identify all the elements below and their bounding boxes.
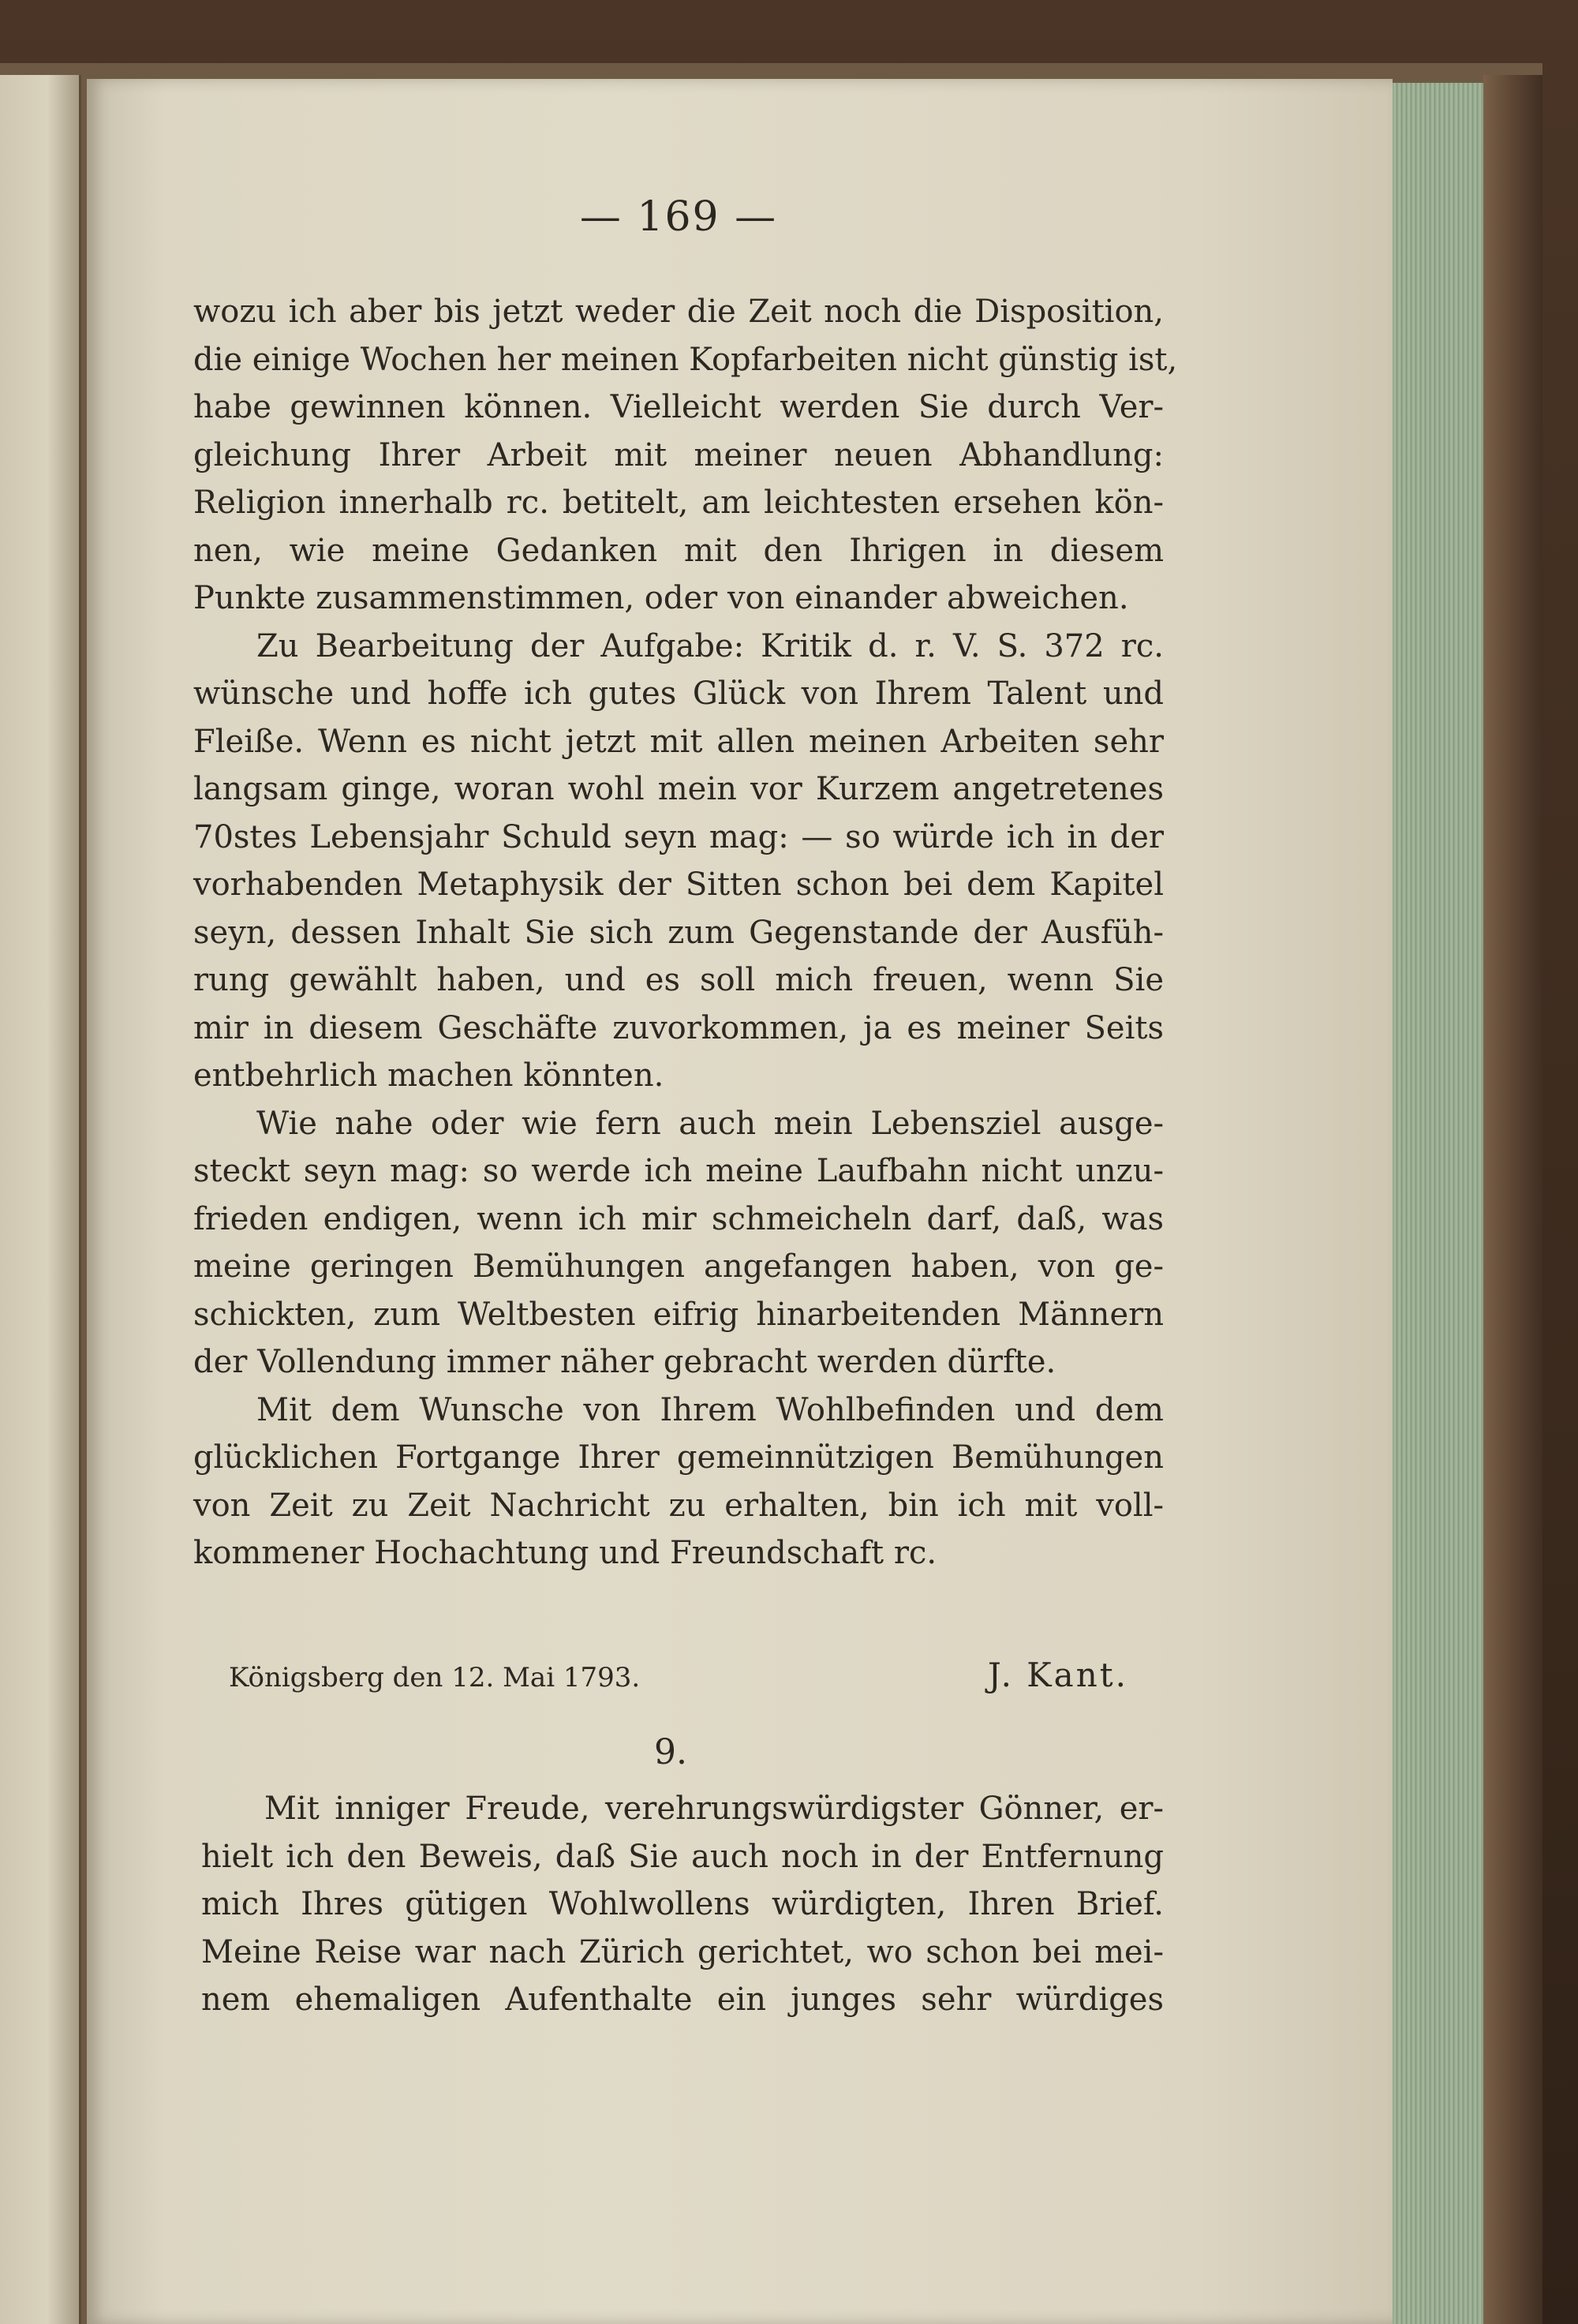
text-line: mich Ihres gütigen Wohlwollens würdigten, Ihren Brief. (201, 1886, 1164, 1922)
text-line: frieden endigen, wenn ich mir schmeicheln darf, daß, was (193, 1200, 1164, 1237)
text-line: meine geringen Bemühungen angefangen haben, von ge- (193, 1248, 1164, 1285)
text-line: 70stes Lebensjahr Schuld seyn mag: — so würde ich in der (193, 818, 1164, 855)
text-line: nen, wie meine Gedanken mit den Ihrigen in diesem (193, 532, 1164, 569)
text-line: Wie nahe oder wie fern auch mein Lebensziel ausge- (256, 1105, 1164, 1142)
text-line: rung gewählt haben, und es soll mich freuen, wenn Sie (193, 962, 1164, 998)
text-line: Religion innerhalb rc. betitelt, am leichtesten ersehen kön- (193, 485, 1164, 521)
page-edges (1393, 83, 1483, 2324)
text-line: Zu Bearbeitung der Aufgabe: Kritik d. r. V. S. 372 rc. (256, 627, 1164, 664)
text-line: seyn, dessen Inhalt Sie sich zum Gegenstande der Ausfüh- (193, 914, 1164, 951)
text-line: Mit dem Wunsche von Ihrem Wohlbefinden und dem (256, 1391, 1164, 1428)
letter-body-bottom (201, 1785, 1164, 2024)
text-line: langsam ginge, woran wohl mein vor Kurzem angetretenes (193, 771, 1164, 807)
paragraph (193, 1387, 1164, 1577)
text-line: steckt seyn mag: so werde ich meine Laufbahn nicht unzu- (193, 1153, 1164, 1189)
letter-body-top (193, 288, 1178, 1577)
text-line: die einige Wochen her meinen Kopfarbeiten nicht günstig ist, (193, 341, 1178, 378)
paragraph (201, 1785, 1164, 2024)
text-line: wozu ich aber bis jetzt weder die Zeit noch die Disposition, (193, 294, 1164, 330)
page-number: — 169 — (579, 193, 778, 241)
text-line: habe gewinnen können. Vielleicht werden Sie durch Ver- (193, 389, 1164, 425)
letter-number: 9. (654, 1732, 687, 1772)
text-line: glücklichen Fortgange Ihrer gemeinnützigen Bemühungen (193, 1439, 1164, 1476)
text-line: Meine Reise war nach Zürich gerichtet, wo schon bei mei- (201, 1933, 1164, 1970)
text-line: hielt ich den Beweis, daß Sie auch noch in der Entfernung (201, 1838, 1164, 1875)
text-line: der Vollendung immer näher gebracht werden dürfte. (193, 1344, 1056, 1380)
text-line: vorhabenden Metaphysik der Sitten schon bei dem Kapitel (193, 866, 1164, 903)
signature-name: J. Kant. (988, 1656, 1128, 1694)
left-page-sliver (0, 75, 81, 2324)
paragraph (193, 1100, 1164, 1387)
paragraph (193, 623, 1164, 1100)
text-line: Punkte zusammenstimmen, oder von einander abweichen. (193, 580, 1129, 616)
text-line: von Zeit zu Zeit Nachricht zu erhalten, bin ich mit voll- (193, 1487, 1164, 1524)
text-line: schickten, zum Weltbesten eifrig hinarbeitenden Männern (193, 1296, 1164, 1333)
paragraph (193, 288, 1178, 623)
text-line: entbehrlich machen könnten. (193, 1057, 664, 1094)
text-line: mir in diesem Geschäfte zuvorkommen, ja es meiner Seits (193, 1009, 1164, 1046)
signature-row (229, 1656, 1128, 1703)
cover-edge (1483, 75, 1542, 2324)
text-line: Fleiße. Wenn es nicht jetzt mit allen meinen Arbeiten sehr (193, 723, 1164, 760)
text-line: gleichung Ihrer Arbeit mit meiner neuen Abhandlung: (193, 436, 1164, 473)
text-line: Mit inniger Freude, verehrungswürdigster Gönner, er- (264, 1791, 1164, 1827)
text-line: nem ehemaligen Aufenthalte ein junges sehr würdiges (201, 1982, 1164, 2018)
text-line: wünsche und hoffe ich gutes Glück von Ihrem Talent und (193, 675, 1164, 712)
signature-place-date: Königsberg den 12. Mai 1793. (229, 1662, 641, 1693)
text-line: kommener Hochachtung und Freundschaft rc. (193, 1535, 937, 1571)
